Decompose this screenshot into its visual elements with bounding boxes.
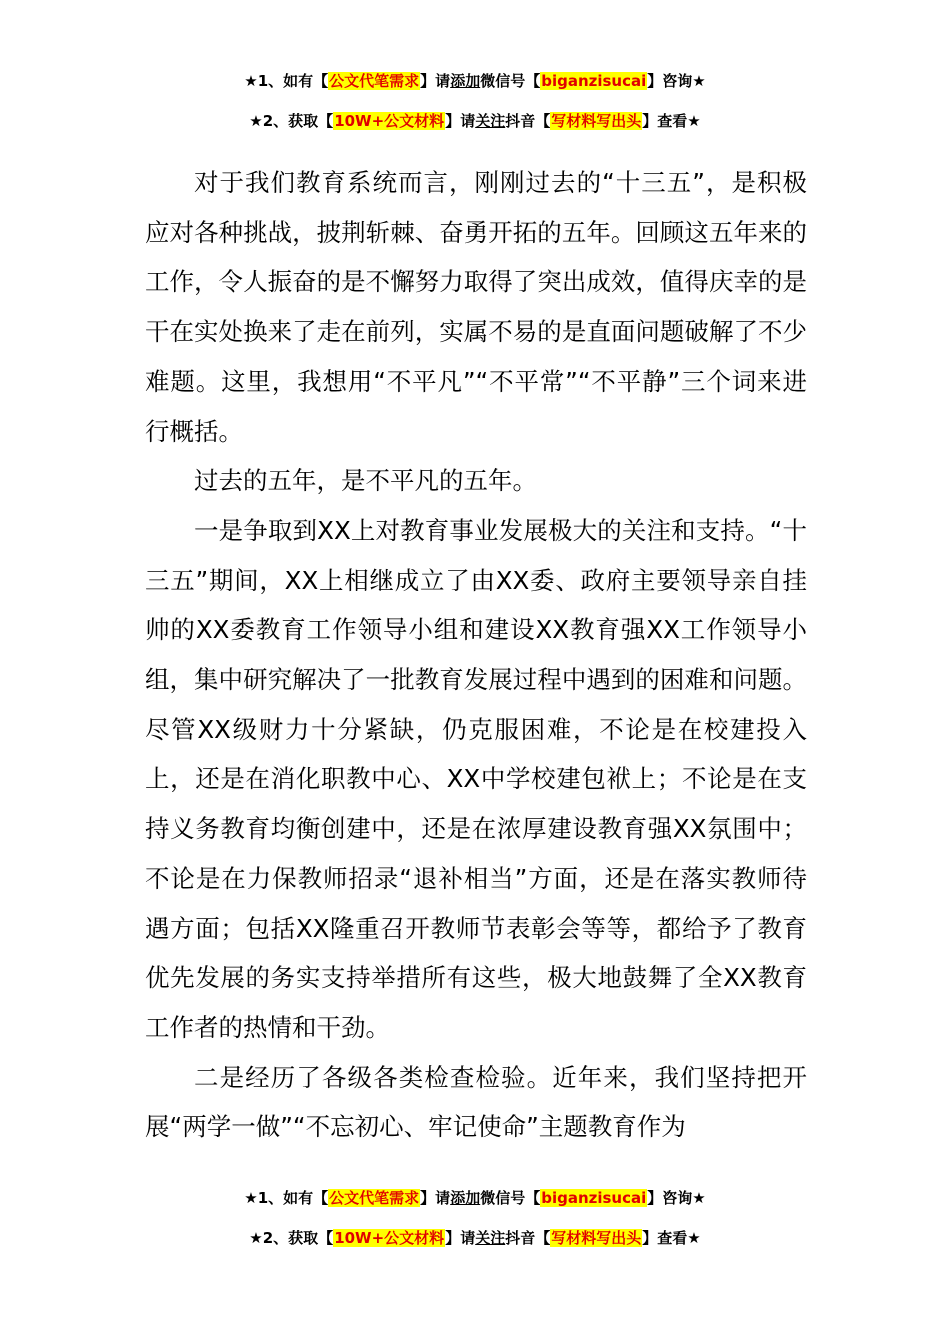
body-paragraph: 一是争取到XX上对教育事业发展极大的关注和支持。“十三五”期间，XX上相继成立了由XX委、政府主要领导亲自挂帅的XX委教育工作领导小组和建设XX教育强XX工作领导小组，集中研究解决了一批教育发展过程中遇到的困难和问题。尽管XX级财力十分紧缺，仍克服困难，不论是在校建投入上，还是在消化职教中心、XX中学校建包袱上；不论是在支持义务教育均衡创建中，还是在浓厚建设教育强XX氛围中；不论是在力保教师招录“退补相当”方面，还是在落实教师待遇方面；包括XX隆重召开教师节表彰会等等，都给予了教育优先发展的务实支持举措所有这些，极大地鼓舞了全XX教育工作者的热情和干劲。: [145, 515, 807, 1042]
banner-underline-text: 添加: [450, 72, 481, 90]
banner-text: 】请: [445, 112, 476, 130]
banner-text: ★2、获取【: [249, 112, 334, 130]
banner-text: ★1、如有【: [244, 1189, 329, 1207]
banner-line-1: [0, 1187, 950, 1209]
body-paragraph: 二是经历了各级各类检查检验。近年来，我们坚持把开展“两学一做”“不忘初心、牢记使命”主题教育作为: [145, 1062, 807, 1142]
banner-highlight: biganzisucai: [541, 72, 647, 90]
banner-underline-text: 添加: [450, 1189, 481, 1207]
body-paragraph: 过去的五年，是不平凡的五年。: [194, 466, 537, 496]
banner-line-2: [0, 110, 950, 132]
banner-text: 抖音【: [505, 112, 551, 130]
banner-highlight: 公文代笔需求: [329, 72, 420, 90]
banner-text: 】咨询★: [647, 72, 706, 90]
banner-text: 微信号【: [480, 72, 541, 90]
banner-highlight: 公文代笔需求: [329, 1189, 420, 1207]
banner-line-1: [0, 70, 950, 92]
banner-text: 】咨询★: [647, 1189, 706, 1207]
banner-text: 抖音【: [505, 1229, 551, 1247]
banner-text: 】查看★: [642, 1229, 701, 1247]
document-body: [145, 158, 807, 1152]
banner-text: 】查看★: [642, 112, 701, 130]
banner-text: ★2、获取【: [249, 1229, 334, 1247]
banner-line-2: [0, 1227, 950, 1249]
banner-highlight: 10W+公文材料: [334, 1229, 445, 1247]
banner-underline-text: 关注: [475, 1229, 506, 1247]
banner-text: 】请: [445, 1229, 476, 1247]
banner-highlight: 写材料写出头: [551, 112, 642, 130]
banner-highlight: 写材料写出头: [551, 1229, 642, 1247]
footer-banner: [0, 1187, 950, 1249]
banner-highlight: 10W+公文材料: [334, 112, 445, 130]
body-paragraph: 对于我们教育系统而言，刚刚过去的“十三五”，是积极应对各种挑战，披荆斩棘、奋勇开拓的五年。回顾这五年来的工作，令人振奋的是不懈努力取得了突出成效，值得庆幸的是干在实处换来了走在前列，实属不易的是直面问题破解了不少难题。这里，我想用“不平凡”“不平常”“不平静”三个词来进行概括。: [145, 168, 807, 446]
banner-text: 】请: [420, 1189, 451, 1207]
header-banner: [0, 70, 950, 132]
banner-underline-text: 关注: [475, 112, 506, 130]
banner-text: ★1、如有【: [244, 72, 329, 90]
banner-text: 微信号【: [480, 1189, 541, 1207]
banner-text: 】请: [420, 72, 451, 90]
banner-highlight: biganzisucai: [541, 1189, 647, 1207]
